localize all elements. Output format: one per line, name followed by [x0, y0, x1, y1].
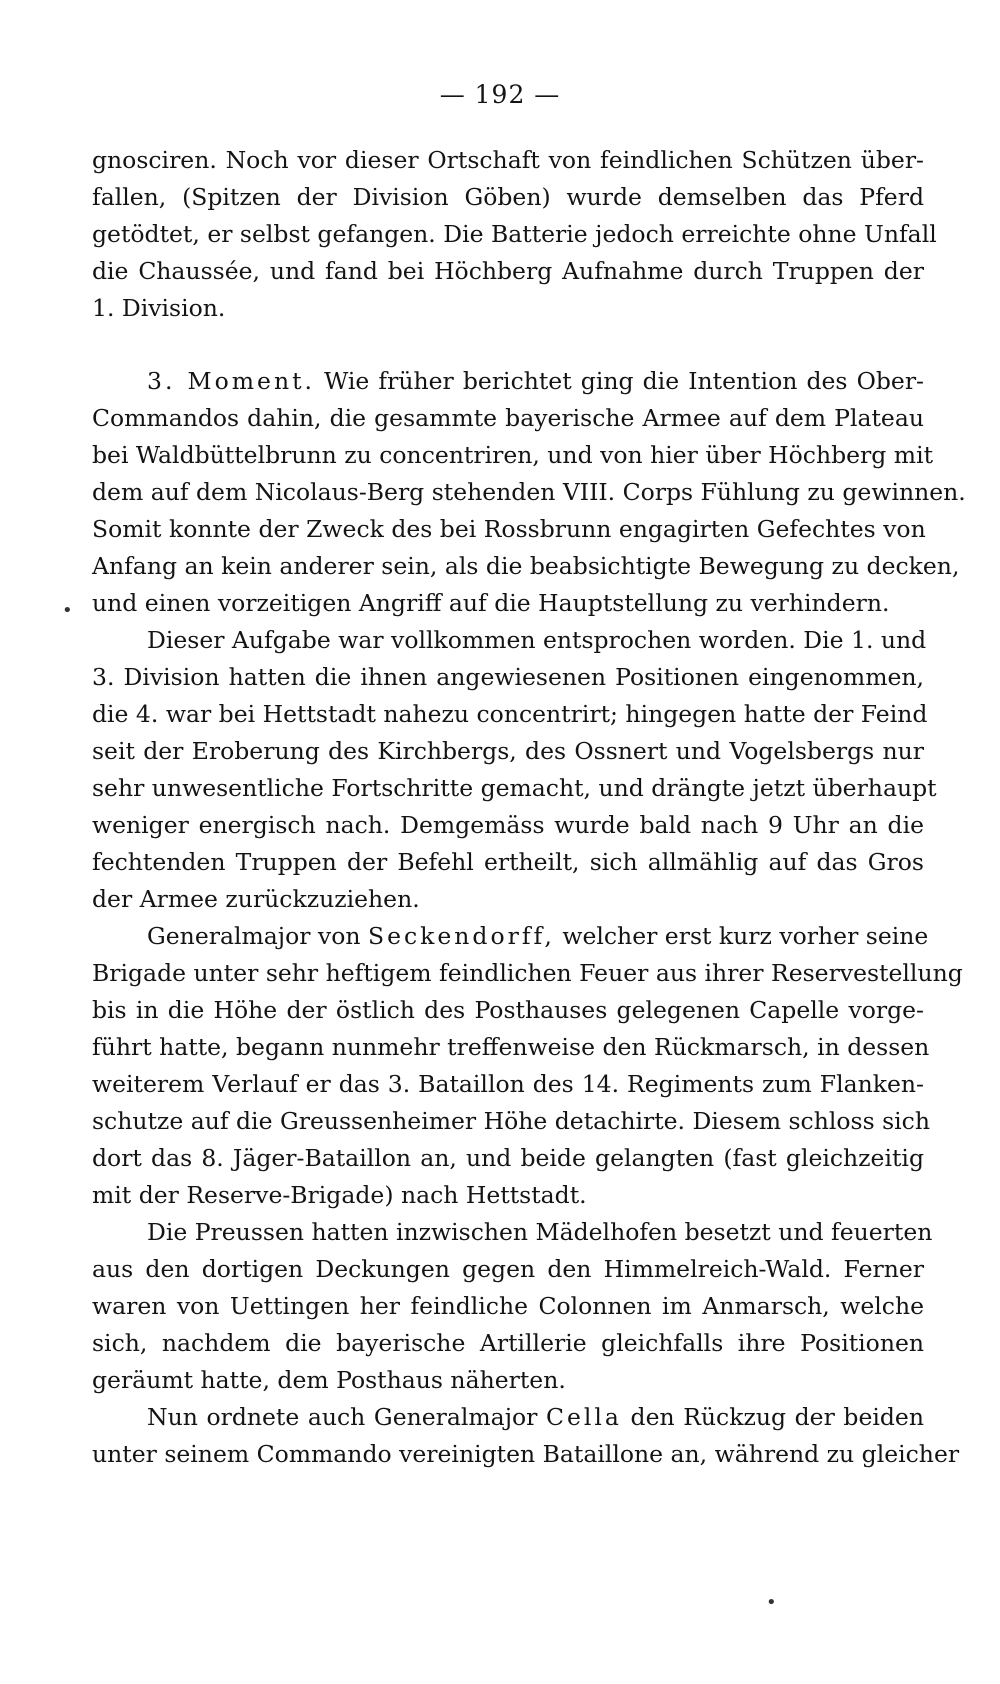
text-line: führt hatte, begann nunmehr treffenweise den Rückmarsch, in dessen	[92, 1033, 930, 1061]
text-line: bis in die Höhe der östlich des Posthauses gelegenen Capelle vorge-	[92, 996, 924, 1024]
text-line: und einen vorzeitigen Angriff auf die Hauptstellung zu verhindern.	[92, 589, 890, 617]
text-line: getödtet, er selbst gefangen. Die Batterie jedoch erreichte ohne Unfall	[92, 220, 937, 248]
text-line: 3. Division hatten die ihnen angewiesenen Positionen eingenommen,	[92, 663, 924, 691]
text-line: sich, nachdem die bayerische Artillerie gleichfalls ihre Positionen	[92, 1329, 924, 1357]
text-line: gnosciren. Noch vor dieser Ortschaft von feindlichen Schützen über-	[92, 146, 924, 174]
text-line: bei Waldbüttelbrunn zu concentriren, und von hier über Höchberg mit	[92, 441, 934, 469]
text-line: geräumt hatte, dem Posthaus näherten.	[92, 1366, 566, 1394]
paragraph	[92, 1399, 960, 1473]
text-line: der Armee zurückzuziehen.	[92, 885, 420, 913]
paragraph	[92, 1214, 933, 1399]
paragraph	[92, 622, 937, 918]
text-line: weiterem Verlauf er das 3. Bataillon des 14. Regiments zum Flanken-	[92, 1070, 924, 1098]
text-line: dem auf dem Nicolaus-Berg stehenden VIII. Corps Fühlung zu gewinnen.	[92, 478, 966, 506]
text-line: unter seinem Commando vereinigten Bataillone an, während zu gleicher	[92, 1440, 960, 1468]
text-line: Somit konnte der Zweck des bei Rossbrunn engagirten Gefechtes von	[92, 515, 926, 543]
text-line: seit der Eroberung des Kirchbergs, des Ossnert und Vogelsbergs nur	[92, 737, 924, 765]
text-line: fechtenden Truppen der Befehl ertheilt, sich allmählig auf das Gros	[92, 848, 924, 876]
text-line: dort das 8. Jäger-Bataillon an, und beide gelangten (fast gleichzeitig	[92, 1144, 924, 1172]
text-line: Die Preussen hatten inzwischen Mädelhofen besetzt und feuerten	[147, 1218, 933, 1246]
text-line: mit der Reserve-Brigade) nach Hettstadt.	[92, 1181, 587, 1209]
margin-dot: •	[62, 600, 73, 621]
section-heading: 3. Moment.	[147, 367, 315, 395]
text-line: 1. Division.	[92, 294, 226, 322]
paragraph	[92, 363, 966, 622]
text-line: sehr unwesentliche Fortschritte gemacht, und drängte jetzt überhaupt	[92, 774, 937, 802]
text-line: aus den dortigen Deckungen gegen den Himmelreich-Wald. Ferner	[92, 1255, 924, 1283]
paragraph	[92, 142, 937, 327]
text-line: Dieser Aufgabe war vollkommen entsprochen worden. Die 1. und	[147, 626, 927, 654]
text-line: fallen, (Spitzen der Division Göben) wurde demselben das Pferd	[92, 183, 924, 211]
text-line: die 4. war bei Hettstadt nahezu concentrirt; hingegen hatte der Feind	[92, 700, 928, 728]
text-line: weniger energisch nach. Demgemäss wurde bald nach 9 Uhr an die	[92, 811, 924, 839]
text-line: Generalmajor von Seckendorff, welcher erst kurz vorher seine	[147, 922, 929, 950]
text-line: schutze auf die Greussenheimer Höhe detachirte. Diesem schloss sich	[92, 1107, 930, 1135]
paragraph	[92, 918, 963, 1214]
text-line: die Chaussée, und fand bei Höchberg Aufnahme durch Truppen der	[92, 257, 924, 285]
margin-dot: •	[766, 1592, 777, 1613]
section-gap	[92, 327, 924, 363]
text-line: Nun ordnete auch Generalmajor Cella den Rückzug der beiden	[147, 1403, 924, 1431]
page-number: — 192 —	[439, 80, 561, 109]
text-line: Anfang an kein anderer sein, als die beabsichtigte Bewegung zu decken,	[92, 552, 960, 580]
person-name: Seckendorff,	[367, 922, 555, 950]
text-line: waren von Uettingen her feindliche Colonnen im Anmarsch, welche	[92, 1292, 924, 1320]
text-line: 3. Moment. Wie früher berichtet ging die Intention des Ober-	[147, 367, 924, 395]
text-line: Brigade unter sehr heftigem feindlichen Feuer aus ihrer Reservestellung	[92, 959, 963, 987]
text-line: Commandos dahin, die gesammte bayerische Armee auf dem Plateau	[92, 404, 924, 432]
body-text	[92, 142, 966, 1473]
person-name: Cella	[545, 1403, 622, 1431]
